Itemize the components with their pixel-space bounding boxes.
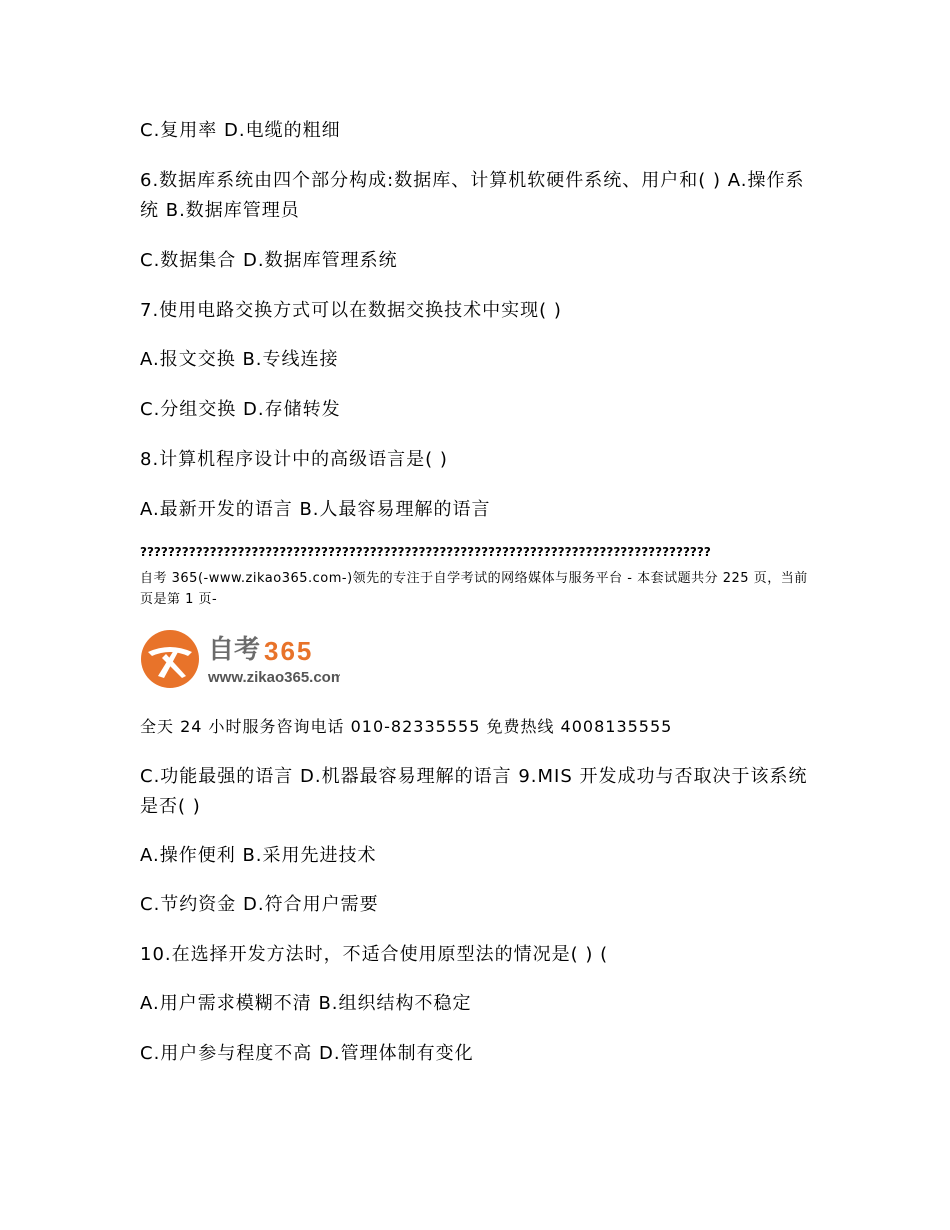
answer-options-line: C.节约资金 D.符合用户需要 [140, 894, 379, 915]
answer-options-line: C.数据集合 D.数据库管理系统 [140, 250, 398, 271]
question-8: 8.计算机程序设计中的高级语言是( ) [140, 449, 448, 470]
service-hotline: 全天 24 小时服务咨询电话 010-82335555 免费热线 4008135555 [140, 717, 673, 736]
page-footer-note: 自考 365(-www.zikao365.com-)领先的专注于自学考试的网络媒体与服务平台 - 本套试题共分 225 页，当前页是第 1 页- [140, 571, 808, 607]
logo-brand-cn: 自考 [208, 634, 261, 664]
question-9: C.功能最强的语言 D.机器最容易理解的语言 9.MIS 开发成功与否取决于该系统是否( ) [140, 766, 808, 817]
answer-options-line: A.报文交换 B.专线连接 [140, 349, 339, 370]
separator-text: ?????????????????????????????????????????????????????????????????????????????????? [140, 545, 711, 559]
logo-url: www.zikao365.com [208, 669, 340, 686]
answer-options-line: C.复用率 D.电缆的粗细 [140, 120, 341, 141]
logo-brand-num: 365 [264, 636, 314, 666]
answer-options-line: C.用户参与程度不高 D.管理体制有变化 [140, 1043, 474, 1064]
question-6: 6.数据库系统由四个部分构成:数据库、计算机软硬件系统、用户和( ) A.操作系统 B.数据库管理员 [140, 170, 805, 221]
answer-options-line: A.用户需求模糊不清 B.组织结构不稳定 [140, 993, 472, 1014]
zikao365-logo [140, 628, 340, 690]
answer-options-line: A.最新开发的语言 B.人最容易理解的语言 [140, 499, 491, 520]
answer-options-line: C.分组交换 D.存储转发 [140, 399, 341, 420]
question-10: 10.在选择开发方法时，不适合使用原型法的情况是( ) ( [140, 944, 609, 965]
answer-options-line: A.操作便利 B.采用先进技术 [140, 845, 377, 866]
question-7: 7.使用电路交换方式可以在数据交换技术中实现( ) [140, 300, 562, 321]
